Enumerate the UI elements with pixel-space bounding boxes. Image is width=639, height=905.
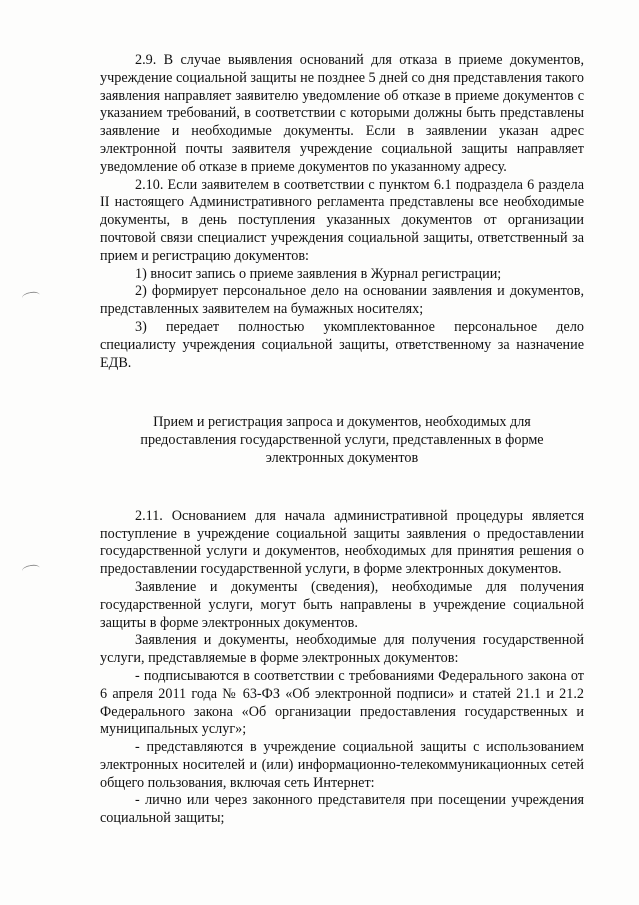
paragraph-2-10: 2.10. Если заявителем в соответствии с пунктом 6.1 подраздела 6 раздела II настоящего Административного регламента представлены все необходимые документы, в день поступления указанных документов от организации почтовой связи специалист учреждения социальной защиты, ответственный за прием и регистрацию документов:	[100, 176, 584, 264]
scan-mark	[21, 564, 40, 576]
paragraph: Заявление и документы (сведения), необходимые для получения государственной услуги, могут быть направлены в учреждение социальной защиты в форме электронных документов.	[100, 578, 584, 631]
list-item: 3) передает полностью укомплектованное персональное дело специалисту учреждения социальной защиты, ответственному за назначение ЕДВ.	[100, 318, 584, 371]
paragraph: Заявления и документы, необходимые для получения государственной услуги, представляемые в форме электронных документов:	[100, 632, 584, 667]
paragraph-2-9: 2.9. В случае выявления оснований для отказа в приеме документов, учреждение социальной защиты не позднее 5 дней со дня представления такого заявления направляет заявителю уведомление об отказе в приеме документов с указанием требований, в соответствии с которыми должны быть представлены заявление и необходимые документы. Если в заявлении указан адрес электронной почты заявителя учреждение социальной защиты направляет уведомление об отказе в приеме документов по указанному адресу.	[100, 52, 584, 175]
list-item: - подписываются в соответствии с требованиями Федерального закона от 6 апреля 2011 года № 63-ФЗ «Об электронной подписи» и статей 21.1 и 21.2 Федерального закона «Об организации предоставления государственных и муниципальных услуг»;	[100, 667, 584, 738]
list-item: - представляются в учреждение социальной защиты с использованием электронных носителей и (или) информационно-телекоммуникационных сетей общего пользования, включая сеть Интернет:	[100, 739, 584, 791]
scan-mark	[21, 291, 40, 303]
paragraph-2-11: 2.11. Основанием для начала административной процедуры является поступление в учреждение социальной защиты заявления о предоставлении государственной услуги и документов, необходимых для принятия решения о предоставлении государственной услуги, в форме электронных документов.	[100, 507, 584, 578]
section-heading: Прием и регистрация запроса и документов, необходимых для предоставления государственной услуги, представленных в форме электронных документов	[140, 414, 544, 466]
list-item: 2) формирует персональное дело на основании заявления и документов, представленных заявителем на бумажных носителях;	[100, 283, 584, 318]
list-item: 1) вносит запись о приеме заявления в Журнал регистрации;	[135, 265, 502, 282]
document-body	[100, 52, 584, 828]
list-item: - лично или через законного представителя при посещении учреждения социальной защиты;	[100, 792, 584, 827]
